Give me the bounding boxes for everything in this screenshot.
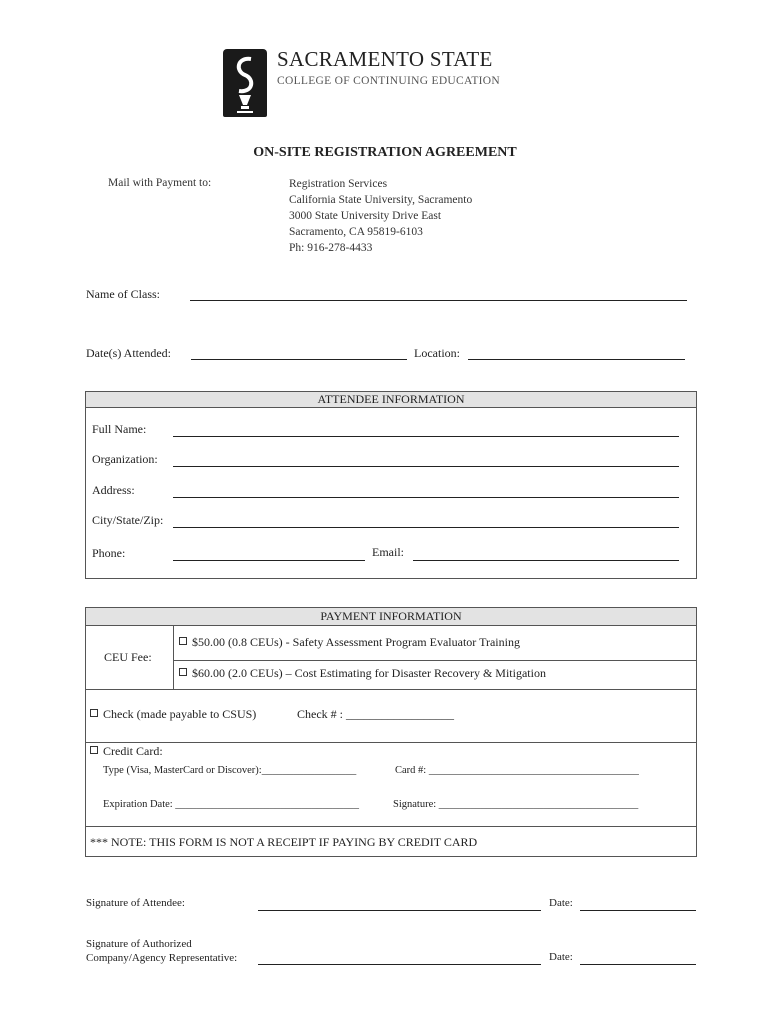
credit-card-option[interactable] bbox=[90, 744, 163, 759]
card-number-field[interactable]: Card #: ________________________________________ bbox=[395, 765, 639, 776]
representative-date-field[interactable] bbox=[580, 964, 696, 965]
payment-header: PAYMENT INFORMATION bbox=[86, 608, 696, 626]
class-name-field[interactable] bbox=[190, 300, 687, 301]
credit-card-label: Credit Card: bbox=[103, 744, 163, 758]
check-option-label: Check (made payable to CSUS) bbox=[103, 707, 257, 721]
card-signature-field[interactable]: Signature: ______________________________________ bbox=[393, 799, 639, 810]
check-bottom-divider bbox=[86, 742, 696, 743]
address-line: Ph: 916-278-4433 bbox=[289, 242, 373, 254]
email-field[interactable] bbox=[413, 560, 679, 561]
full-name-field[interactable] bbox=[173, 436, 679, 437]
address-field[interactable] bbox=[173, 497, 679, 498]
ceu-option-2[interactable] bbox=[179, 666, 546, 681]
checkbox-icon[interactable] bbox=[90, 709, 98, 717]
attendee-signature-label: Signature of Attendee: bbox=[86, 897, 185, 909]
mail-label: Mail with Payment to: bbox=[108, 177, 212, 189]
credit-bottom-divider bbox=[86, 826, 696, 827]
attendee-date-label: Date: bbox=[549, 897, 573, 909]
address-line: Registration Services bbox=[289, 178, 388, 190]
ceu-option-1[interactable] bbox=[179, 635, 520, 650]
receipt-note: *** NOTE: THIS FORM IS NOT A RECEIPT IF PAYING BY CREDIT CARD bbox=[90, 835, 478, 849]
mailing-address bbox=[289, 176, 472, 256]
organization-label: Organization: bbox=[92, 452, 158, 466]
phone-field[interactable] bbox=[173, 560, 365, 561]
city-state-zip-label: City/State/Zip: bbox=[92, 513, 164, 527]
city-state-zip-field[interactable] bbox=[173, 527, 679, 528]
location-field[interactable] bbox=[468, 359, 685, 360]
checkbox-icon[interactable] bbox=[179, 637, 187, 645]
checkbox-icon[interactable] bbox=[179, 668, 187, 676]
brand-subtitle: COLLEGE OF CONTINUING EDUCATION bbox=[277, 75, 500, 87]
address-line: Sacramento, CA 95819-6103 bbox=[289, 226, 423, 238]
representative-date-label: Date: bbox=[549, 951, 573, 963]
attendee-date-field[interactable] bbox=[580, 910, 696, 911]
ceu-fee-label: CEU Fee: bbox=[104, 650, 152, 664]
ceu-row-divider bbox=[173, 660, 696, 661]
check-option[interactable] bbox=[90, 707, 256, 722]
ceu-divider bbox=[173, 626, 174, 689]
rep-label-line: Signature of Authorized bbox=[86, 938, 192, 950]
attendee-header: ATTENDEE INFORMATION bbox=[86, 392, 696, 408]
rep-label-line: Company/Agency Representative: bbox=[86, 952, 238, 964]
representative-signature-label bbox=[86, 937, 237, 965]
checkbox-icon[interactable] bbox=[90, 746, 98, 754]
address-label: Address: bbox=[92, 483, 135, 497]
location-label: Location: bbox=[414, 346, 460, 360]
ceu-option-1-label: $50.00 (0.8 CEUs) - Safety Assessment Program Evaluator Training bbox=[192, 635, 520, 649]
attendee-signature-field[interactable] bbox=[258, 910, 541, 911]
expiration-date-field[interactable]: Expiration Date: ___________________________________ bbox=[103, 799, 360, 810]
dates-field[interactable] bbox=[191, 359, 407, 360]
representative-signature-field[interactable] bbox=[258, 964, 541, 965]
brand-title: SACRAMENTO STATE bbox=[277, 47, 493, 71]
university-logo bbox=[223, 49, 267, 117]
organization-field[interactable] bbox=[173, 466, 679, 467]
phone-label: Phone: bbox=[92, 546, 126, 560]
form-title: ON-SITE REGISTRATION AGREEMENT bbox=[253, 145, 517, 160]
class-name-label: Name of Class: bbox=[86, 287, 160, 301]
email-label: Email: bbox=[372, 545, 404, 559]
card-type-field[interactable]: Type (Visa, MasterCard or Discover):__________________ bbox=[103, 765, 357, 776]
check-number-field[interactable]: Check # : __________________ bbox=[297, 707, 454, 721]
ceu-bottom-divider bbox=[86, 689, 696, 690]
ceu-option-2-label: $60.00 (2.0 CEUs) – Cost Estimating for Disaster Recovery & Mitigation bbox=[192, 666, 546, 680]
address-line: California State University, Sacramento bbox=[289, 194, 473, 206]
dates-label: Date(s) Attended: bbox=[86, 346, 171, 360]
address-line: 3000 State University Drive East bbox=[289, 210, 442, 222]
full-name-label: Full Name: bbox=[92, 422, 147, 436]
